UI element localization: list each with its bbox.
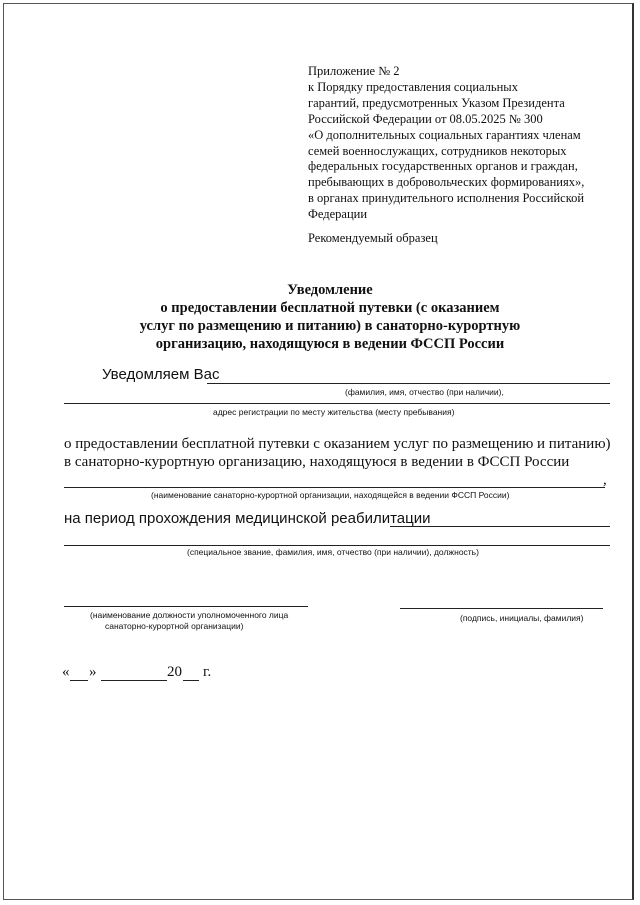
notify-label: Уведомляем Вас [102,366,220,383]
caption-signature: (подпись, инициалы, фамилия) [460,613,584,623]
appendix-line: Приложение № 2 [308,64,400,78]
text-line-2: в санаторно-курортную организацию, находящуюся в ведении в ФССП России [64,454,570,470]
appendix-line: Российской Федерации от 08.05.2025 № 300 [308,111,543,126]
period-field-line[interactable] [390,526,610,527]
date-day-line[interactable] [70,680,88,681]
period-label: на период прохождения медицинской реабилитации [64,510,431,527]
document-title [60,281,600,353]
position-field-line[interactable] [64,606,308,607]
caption-position-2: санаторно-курортной организации) [105,621,244,631]
date-close-quote: » [89,664,97,680]
title-line: организацию, находящуюся в ведении ФССП России [155,336,505,352]
appendix-line: «О дополнительных социальных гарантиях членам [308,127,581,142]
appendix-line: федеральных государственных органов и граждан, [308,159,578,174]
recommended-sample-label: Рекомендуемый образец [308,231,438,245]
fio-field-line[interactable] [207,383,610,384]
title-line: услуг по размещению и питанию) в санаторно-курортную [139,318,521,334]
comma: , [603,472,607,488]
title-line: Уведомление [287,282,373,298]
appendix-line: в органах принудительного исполнения Российской [308,191,585,206]
date-suffix: г. [203,664,212,680]
text-line-1: о предоставлении бесплатной путевки с оказанием услуг по размещению и питанию) [64,436,611,452]
appendix-line: семей военнослужащих, сотрудников некоторых [308,143,567,158]
appendix-line: Федерации [308,207,368,222]
address-field-line[interactable] [64,403,610,404]
appendix-line: пребывающих в добровольческих формированиях», [308,175,585,190]
date-open-quote: « [62,664,70,680]
signature-field-line[interactable] [400,608,603,609]
appendix-line: гарантий, предусмотренных Указом Президента [308,95,565,110]
date-year-line[interactable] [183,680,199,681]
caption-address: адрес регистрации по месту жительства (месту пребывания) [213,407,455,417]
caption-organization: (наименование санаторно-курортной организации, находящейся в ведении ФССП России) [151,490,510,500]
date-year-prefix: 20 [167,664,182,680]
date-month-line[interactable] [101,680,167,681]
organization-field-line[interactable] [64,487,605,488]
appendix-line: к Порядку предоставления социальных [308,79,518,94]
title-line: о предоставлении бесплатной путевки (с оказанием [160,300,500,316]
appendix-block [308,64,584,223]
official-field-line[interactable] [64,545,610,546]
caption-position-1: (наименование должности уполномоченного лица [90,610,289,620]
caption-official: (специальное звание, фамилия, имя, отчество (при наличии), должность) [187,547,479,557]
caption-fio: (фамилия, имя, отчество (при наличии), [345,387,504,397]
